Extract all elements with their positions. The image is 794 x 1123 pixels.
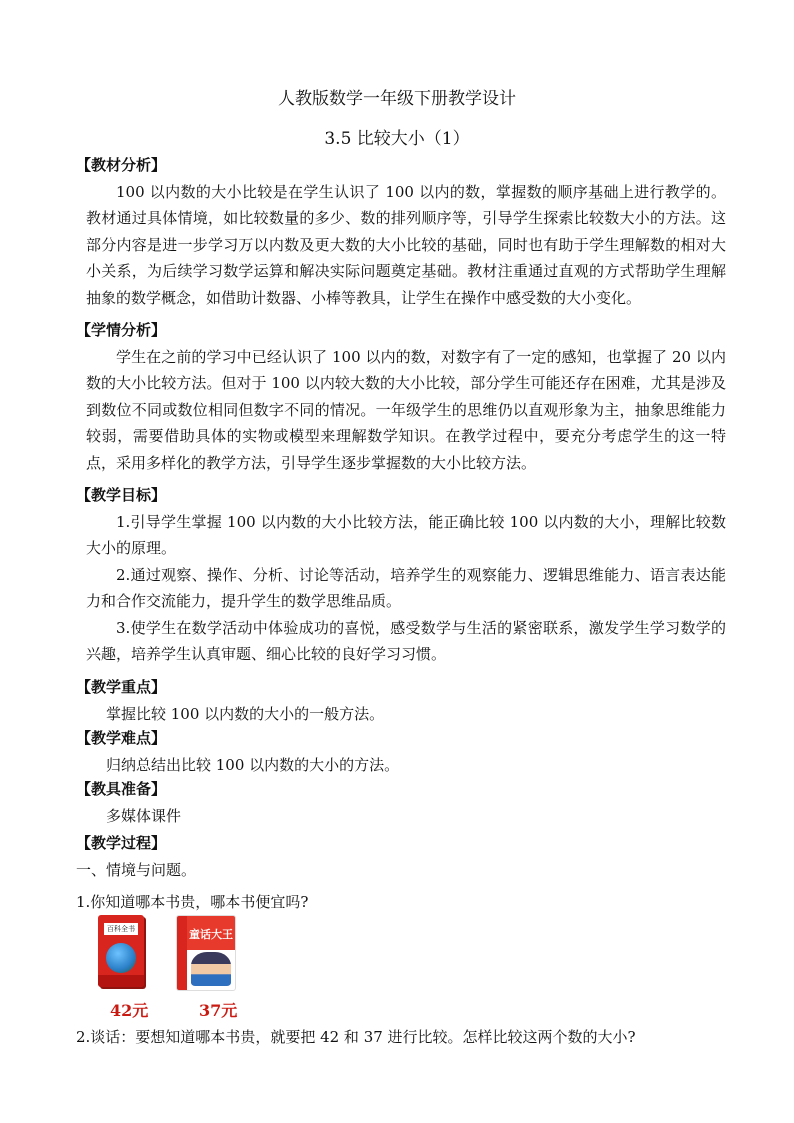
lesson-title: 3.5 比较大小（1） xyxy=(324,129,470,149)
paragraph-textbook-analysis: 100 以内数的大小比较是在学生认识了 100 以内的数，掌握数的顺序基础上进行教学的。教材通过具体情境，如比较数量的多少、数的排列顺序等，引导学生探索比较数大小的方法。这部分内容是进一步学习万以内数及更大数的大小比较的基础，同时也有助于学生理解数的相对大小关系，为后续学习数学运算和解决实际问题奠定基础。教材注重通过直观的方式帮助学生理解抽象的数学概念，如借助计数器、小棒等教具，让学生在操作中感受数的大小变化。 xyxy=(86,182,726,307)
section-teaching-process xyxy=(76,830,726,916)
section-student-analysis xyxy=(76,317,726,476)
heading-key-points: 【教学重点】 xyxy=(76,678,167,696)
heading-student-analysis: 【学情分析】 xyxy=(76,321,167,339)
section-process-talk xyxy=(76,1024,716,1051)
process-step-1: 一、情境与问题。 xyxy=(76,860,197,879)
section-teaching-goals xyxy=(76,482,726,668)
fairy-tale-book-image xyxy=(176,915,236,991)
heading-difficulties: 【教学难点】 xyxy=(76,729,167,747)
book2-cover-label: 童话大王 xyxy=(189,928,233,941)
document-title: 人教版数学一年级下册教学设计 xyxy=(278,89,516,109)
goal-1: 1.引导学生掌握 100 以内数的大小比较方法，能正确比较 100 以内数的大小，理解比较数大小的原理。 xyxy=(86,512,726,557)
goal-3: 3.使学生在数学活动中体验成功的喜悦，感受数学与生活的紧密联系，激发学生学习数学的兴趣，培养学生认真审题、细心比较的良好学习习惯。 xyxy=(86,618,726,663)
teaching-aids-text: 多媒体课件 xyxy=(106,806,182,825)
price-book-1: 42元 xyxy=(110,1001,149,1020)
goal-2: 2.通过观察、操作、分析、讨论等活动，培养学生的观察能力、逻辑思维能力、语言表达能力和合作交流能力，提升学生的数学思维品质。 xyxy=(86,565,726,610)
children-illustration-icon xyxy=(191,952,231,986)
book1-base xyxy=(98,975,144,987)
paragraph-student-analysis: 学生在之前的学习中已经认识了 100 以内的数，对数字有了一定的感知，也掌握了 20 以内数的大小比较方法。但对于 100 以内较大数的大小比较，部分学生可能还存在困难，尤其是涉及到数位不同或数位相同但数字不同的情况。一年级学生的思维仍以直观形象为主，抽象思维能力较弱，需要借助具体的实物或模型来理解数学知识。在教学过程中，要充分考虑学生的这一特点，采用多样化的教学方法，引导学生逐步掌握数的大小比较方法。 xyxy=(86,347,726,472)
difficulties-text: 归纳总结出比较 100 以内数的大小的方法。 xyxy=(106,755,400,774)
section-key-points xyxy=(76,674,726,727)
encyclopedia-book-image xyxy=(98,915,144,987)
heading-textbook-analysis: 【教材分析】 xyxy=(76,156,167,174)
heading-teaching-goals: 【教学目标】 xyxy=(76,486,167,504)
price-book-2: 37元 xyxy=(199,1001,238,1020)
key-points-text: 掌握比较 100 以内数的大小的一般方法。 xyxy=(106,704,385,723)
heading-teaching-aids: 【教具准备】 xyxy=(76,780,167,798)
book1-cover-label: 百科全书 xyxy=(104,923,138,935)
process-talk-text: 2.谈话：要想知道哪本书贵，就要把 42 和 37 进行比较。怎样比较这两个数的大小? xyxy=(76,1028,636,1046)
section-textbook-analysis xyxy=(76,152,726,311)
section-difficulties xyxy=(76,725,726,778)
heading-teaching-process: 【教学过程】 xyxy=(76,834,167,852)
book2-spine xyxy=(177,916,187,990)
section-teaching-aids xyxy=(76,776,726,829)
process-question-1: 1.你知道哪本书贵，哪本书便宜吗? xyxy=(76,893,309,911)
globe-icon xyxy=(106,943,136,973)
